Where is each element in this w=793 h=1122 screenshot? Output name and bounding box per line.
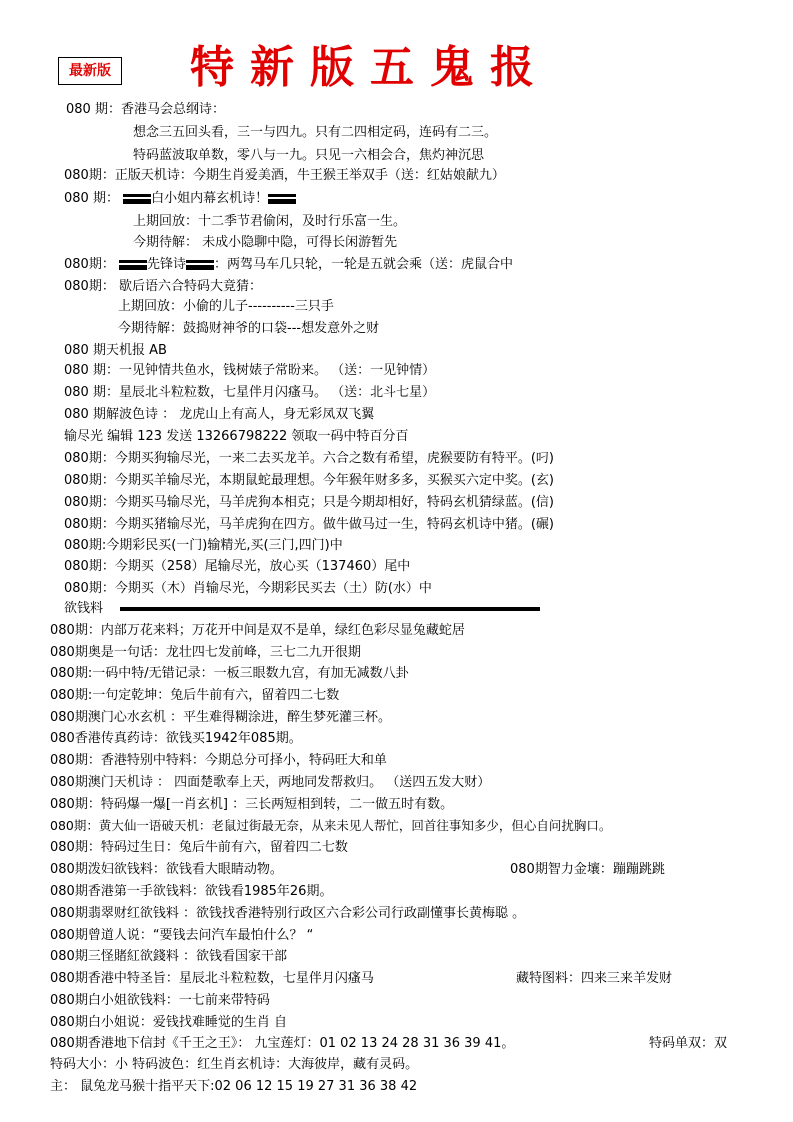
text-line: 080期香港地下信封《千王之王》： 九宝莲灯：01 02 13 24 28 31 36 39 41。 (50, 1036, 515, 1051)
text-line: 080期：特码过生日：兔后牛前有六，留着四二七数 (50, 840, 348, 855)
text-line: 今期待解： 未成小隐聊中隐，可得长闲游暂先 (133, 235, 398, 250)
text-line: 特码单双：双 (649, 1036, 728, 1051)
trigram-bars-icon (268, 194, 296, 204)
page-title: 特新版五鬼报 (190, 42, 550, 93)
text-line: 080期泼妇欲钱料：欲钱看大眼睛动物。 (50, 862, 283, 877)
text-line: 080期澳门天机诗 ： 四面楚歌奉上天，两地同发帮救归。 （送四五发大财） (50, 775, 491, 790)
text-line: 080期奥是一句话：龙壮四七发前峰，三七二九开很期 (50, 645, 361, 660)
text-segment: 先锋诗 (146, 257, 186, 272)
text-line: 藏特图料：四来三来羊发财 (516, 971, 673, 986)
text-line: 080期翡翠财红欲钱料 ：欲钱找香港特别行政区六合彩公司行政副懂事长黄梅聪 。 (50, 906, 526, 921)
text-line: 080 期：星辰北斗粒粒数，七星伴月闪瘙马。 （送：北斗七星） (64, 385, 436, 400)
text-line: 080期:今期彩民买(一门)输精光,买(三门,四门)中 (64, 538, 343, 553)
text-line: 080 期：一见钟情共鱼水，钱树婊子常盼来。 （送：一见钟情） (64, 363, 436, 378)
text-line: 080期：特码爆一爆[一肖玄机] ：三长两短相到转，二一做五时有数。 (50, 797, 454, 812)
text-line: 080期智力金壤：蹦蹦跳跳 (510, 862, 665, 877)
text-line: 欲钱料 (64, 601, 104, 616)
text-line: 080期：今期买（258）尾输尽光，放心买（137460）尾中 (64, 559, 411, 574)
text-line: 080 期解波色诗 ： 龙虎山上有高人，身无彩凤双飞翼 (64, 407, 375, 422)
text-line: 080期白小姐说：爱钱找难睡觉的生肖 自 (50, 1015, 287, 1030)
text-line: 想念三五回头看，三一与四九。只有二四相定码，连码有二三。 (133, 125, 498, 140)
text-line: 输尽光 编辑 123 发送 13266798222 领取一码中特百分百 (64, 429, 409, 444)
trigram-bars-icon (119, 260, 147, 270)
text-line: 080期：今期买马输尽光，马羊虎狗本相克；只是今期却相好，特码玄机猜绿蓝。(信) (64, 495, 554, 510)
text-line: 080期：今期买猪输尽光，马羊虎狗在四方。做牛做马过一生，特码玄机诗中猪。(碾) (64, 517, 554, 532)
text-line: 080期：香港特别中特料：今期总分可择小，特码旺大和单 (50, 753, 387, 768)
latest-edition-badge: 最新版 (58, 57, 122, 85)
text-segment: 白小姐内幕玄机诗！ (151, 191, 269, 206)
text-line: 上期回放：十二季节君偷闲，及时行乐富一生。 (133, 214, 407, 229)
text-line (64, 256, 513, 274)
text-line: 080 期天机报 AB (64, 343, 167, 358)
text-line: 080期香港中特圣旨：星辰北斗粒粒数，七星伴月闪瘙马 (50, 971, 374, 986)
text-line: 080期香港第一手欲钱料：欲钱看1985年26期。 (50, 884, 333, 899)
text-line: 080期澳门心水玄机 ：平生难得糊涂进，醉生梦死灌三杯。 (50, 710, 391, 725)
text-line: 080期白小姐欲钱料：一七前来带特码 (50, 993, 270, 1008)
trigram-bars-icon (123, 194, 151, 204)
text-line: 080香港传真药诗：欲钱买1942年085期。 (50, 731, 302, 746)
text-line: 特码蓝波取单数，零八与一九。只见一六相会合，焦灼神沉思 (133, 148, 485, 163)
text-line: 080期：正版天机诗：今期生肖爱美酒，牛王猴王举双手（送：红姑娘献九） (64, 168, 505, 183)
redaction-bar (120, 607, 540, 611)
text-line: 080期：今期买狗输尽光，一来二去买龙羊。六合之数有希望，虎猴要防有特平。(叼) (64, 451, 554, 466)
text-line: 今期待解：鼓捣财神爷的口袋---想发意外之财 (118, 321, 380, 336)
text-line (64, 190, 296, 208)
text-line: 上期回放：小偷的儿子----------三只手 (118, 299, 334, 314)
text-line: 080期：今期买（木）肖输尽光，今期彩民买去（土）防(水）中 (64, 581, 432, 596)
text-line: 080期三怪賭紅欲錢料 ：欲钱看国家干部 (50, 949, 287, 964)
text-line: 080期：内部万花来料；万花开中间是双不是单，绿红色彩尽显兔藏蛇居 (50, 623, 465, 638)
text-line: 特码大小：小 特码波色：红生肖玄机诗：大海彼岸，藏有灵码。 (50, 1057, 419, 1072)
text-line: 080期:一码中特/无错记录：一板三眼数九宫，有加无减数八卦 (50, 666, 409, 681)
text-segment: ：两驾马车几只轮，一轮是五就会乘（送：虎鼠合中 (213, 257, 513, 272)
text-line: 080 期：香港马会总纲诗： (66, 102, 225, 117)
text-line: 080期： 歇后语六合特码大竟猜： (64, 279, 262, 294)
trigram-bars-icon (186, 260, 214, 270)
text-line: 主： 鼠兔龙马猴十指平天下:02 06 12 15 19 27 31 36 38 42 (50, 1079, 418, 1094)
text-line: 080期：黄大仙一语破天机：老鼠过街最无奈，从来未见人帮忙，回首往事知多少，但心自问扰胸口。 (50, 818, 612, 833)
text-segment: 080 期： (64, 191, 119, 206)
text-line: 080期：今期买羊输尽光，本期鼠蛇最理想。今年猴年财多多，买猴买六定中奖。(玄) (64, 473, 554, 488)
text-line: 080期:一句定乾坤：兔后牛前有六，留着四二七数 (50, 688, 340, 703)
text-segment: 080期： (64, 257, 115, 272)
text-line: 080期曾道人说：“要钱去问汽车最怕什么？ “ (50, 928, 314, 943)
